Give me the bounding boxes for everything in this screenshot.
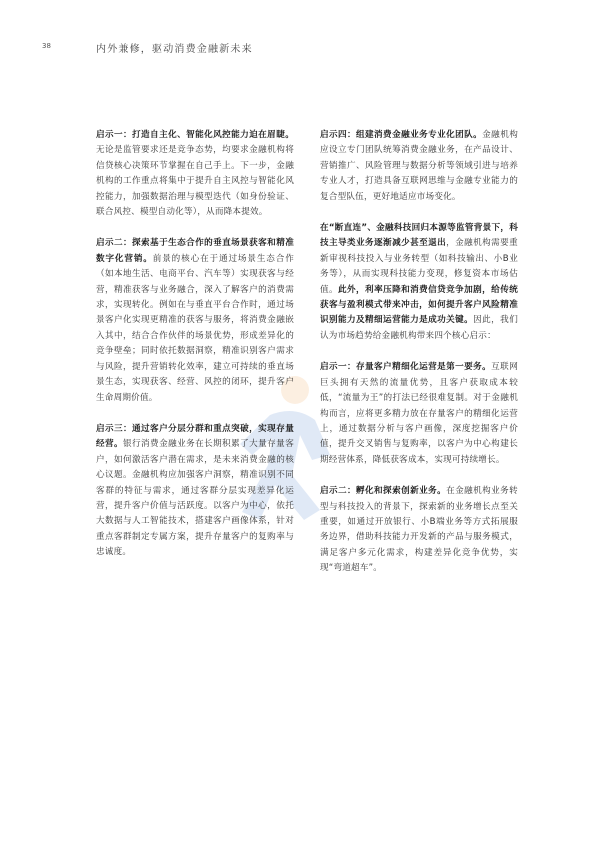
insight-body: 银行消费金融业务在长期积累了大量存量客户，如何激活客户潜在需求，是未来消费金融的核心议题。金融机构应加强客户洞察，精准识别不同客群的特征与需求，通过客群分层实现差异化运营，提升客户价值与活跃度。以客户为中心，依托大数据与人工智能技术，搭建客户画像体系，针对重点客群制定专属方案，提升存量客户的复购率与忠诚度。 [96,439,294,558]
insight-heading: 启示一：打造自主化、智能化风控能力迫在眉睫。 [96,130,294,140]
insight-paragraph-2 [96,236,294,405]
page-header [42,40,556,54]
left-column [96,128,294,577]
insight-body: 金融机构应设立专门团队统筹消费金融业务，在产品设计、营销推广、风险管理与数据分析等领域引进与培养专业人才，打造具备互联网思维与金融专业能力的复合型队伍，更好地适应市场变化。 [320,130,518,202]
context-conclusion: 因此，我们认为市场趋势给金融机构带来四个核心启示： [320,315,518,341]
insight-heading: 启示二：探索基于生态合作的垂直场景获客和精准数字化营销。 [96,238,294,264]
context-emphasis: 此外，利率压降和消费信贷竞争加剧，给传统获客与盈利模式带来冲击，如何提升客户风险精准识别能力及精细运营能力是成功关键。 [320,284,518,326]
running-title: 内外兼修，驱动消费金融新未来 [96,44,253,55]
insight-heading: 启示三：通过客户分层分群和重点突破，实现存量经营。 [96,423,294,450]
context-body: ，金融机构需要重新审视科技投入与业务转型（如科技输出、小B业务等），从而实现科技能力变现，修复资本市场估值。 [320,238,518,295]
insight-body: 前景的核心在于通过场景生态合作（如本地生活、电商平台、汽车等）实现获客与经营，精准获客与业务融合，深入了解客户的消费需求，实现转化。例如在与垂直平台合作时，通过场景客户化实现更精准的获客与服务，将消费金融嵌入其中，结合合作伙伴的场景优势，形成差异化的竞争壁垒；同时依托数据洞察，精准识别客户需求与风险，提升营销转化效率，建立可持续的垂直场景生态，实现获客、经营、风控的闭环，提升客户生命周期价值。 [96,253,294,403]
insight-paragraph-3 [96,422,294,561]
insight-paragraph-6 [320,484,518,576]
insight-body: 互联网巨头拥有天然的流量优势，且客户获取成本较低，“流量为王”的打法已经很难复制。对于金融机构而言，应将更多精力放在存量客户的精细化运营上，通过数据分析与客户画像，深度挖掘客户价值，提升交叉销售与复购率，以客户为中心构建长期经营体系，降低获客成本，实现可持续增长。 [320,362,518,465]
insight-paragraph-1 [96,128,294,220]
insight-heading: 启示一：存量客户精细化运营是第一要务。 [320,362,492,373]
context-paragraph [320,221,518,344]
context-heading: 在“断直连”、金融科技回归本源等监管背景下，科技主导类业务逐渐减少甚至退出 [320,223,518,249]
insight-body: 在金融机构业务转型与科技投入的背景下，探索新的业务增长点至关重要，如通过开放银行、小B端业务等方式拓展服务边界，借助科技能力开发新的产品与服务模式，满足客户多元化需求，构建差异化竞争优势，实现“弯道超车”。 [320,486,518,574]
insight-paragraph-4 [320,128,518,205]
insight-paragraph-5 [320,360,518,468]
insight-heading: 启示二：孵化和探索创新业务。 [320,486,447,497]
right-column [320,128,518,593]
insight-body: 无论是监管要求还是竞争态势，均要求金融机构将信贷核心决策环节掌握在自己手上。下一步，金融机构的工作重点将集中于提升自主风控与智能化风控能力，加强数据治理与模型迭代（如身份验证、联合风控、模型自动化等），从而降本提效。 [96,145,294,218]
page-number: 38 [42,42,51,50]
insight-heading: 启示四：组建消费金融业务专业化团队。 [320,130,483,140]
